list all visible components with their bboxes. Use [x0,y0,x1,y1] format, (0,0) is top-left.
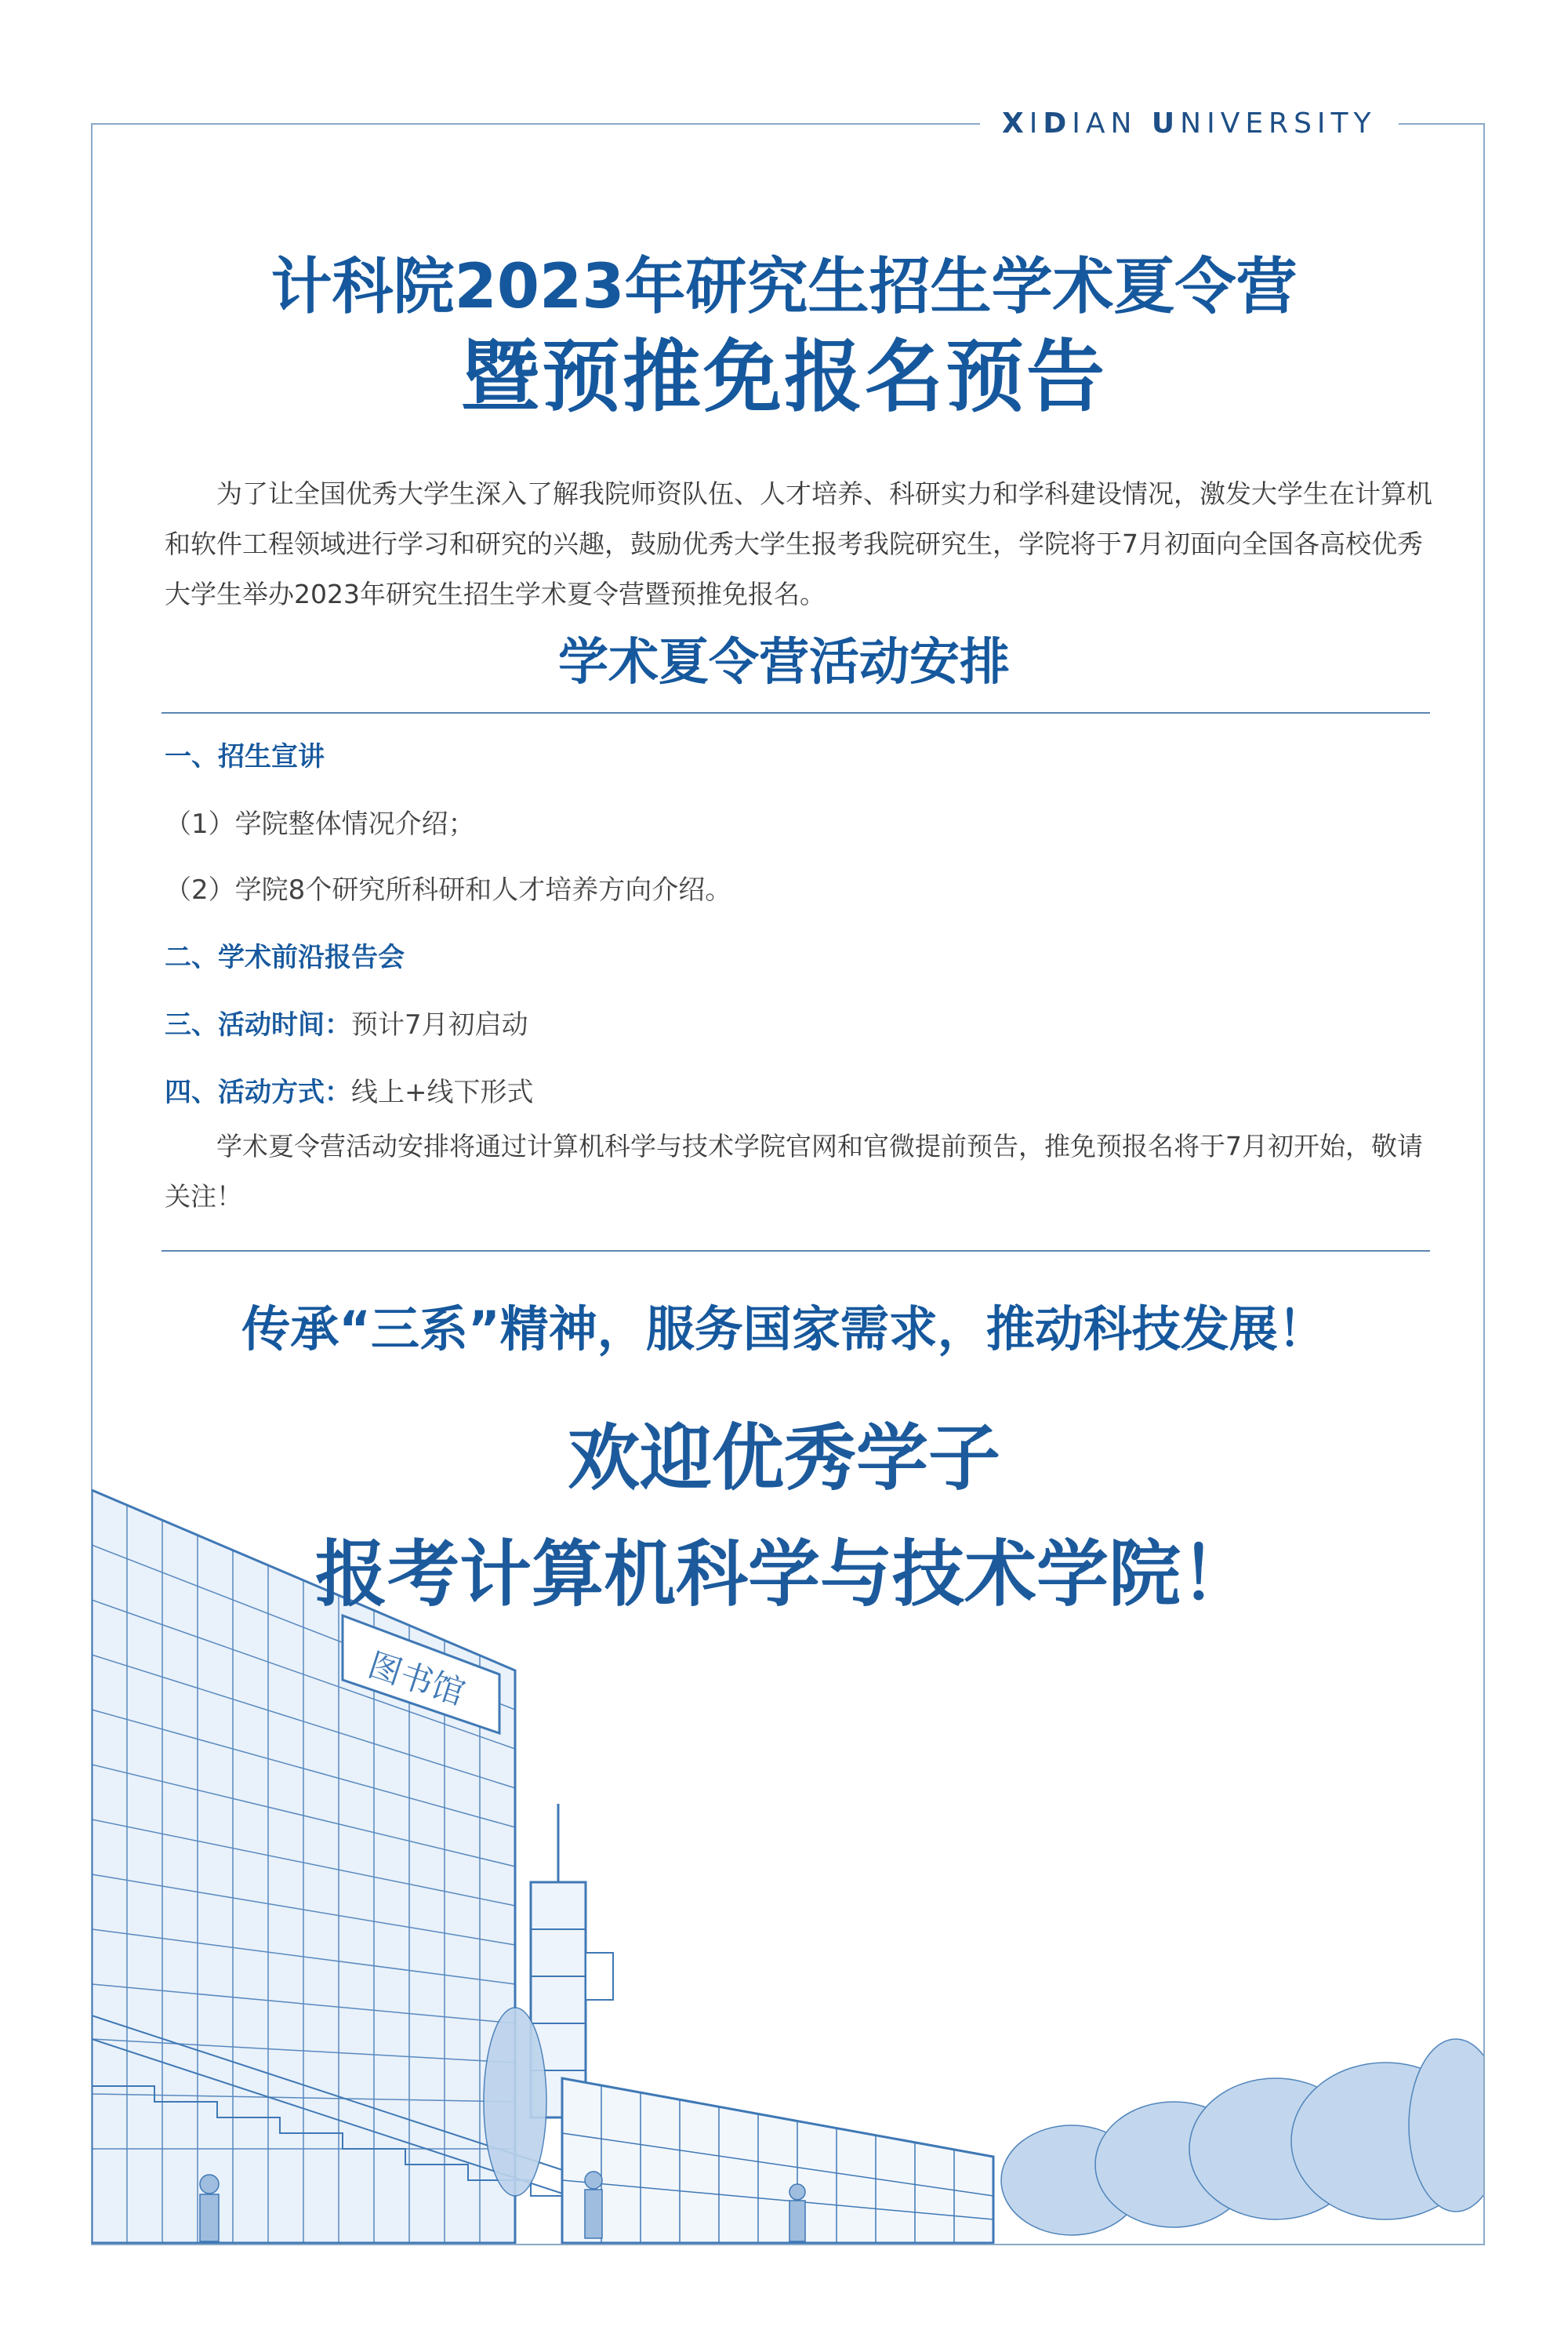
item-2-heading: 二、学术前沿报告会 [165,942,405,973]
intro-paragraph: 为了让全国优秀大学生深入了解我院师资队伍、人才培养、科研实力和学科建设情况，激发大学生在计算机和软件工程领域进行学习和研究的兴趣，鼓励优秀大学生报考我院研究生，学院将于7月初面向全国各高校优秀大学生举办2023年研究生招生学术夏令营暨预推免报名。 [165,478,1432,609]
item-1-sub2: （2）学院8个研究所科研和人才培养方向介绍。 [165,874,732,906]
item-3-time: 三、活动时间：预计7月初启动 [165,1009,528,1041]
notice-paragraph: 学术夏令营活动安排将通过计算机科学与技术学院官网和官微提前预告，推免预报名将于7月初开始，敬请关注！ [165,1131,1423,1212]
university-logo: XIDIAN UNIVERSITY [980,102,1399,146]
bottom-divider [162,1250,1430,1252]
page-title-line1: 计科院2023年研究生招生学术夏令营 [270,252,1298,322]
page-title-line2: 暨预推免报名预告 [461,331,1107,423]
section-title: 学术夏令营活动安排 [558,634,1010,692]
item-4-mode: 四、活动方式：线上+线下形式 [165,1077,534,1108]
welcome-line2: 报考计算机科学与技术学院！ [314,1532,1253,1616]
slogan: 传承“三系”精神，服务国家需求，推动科技发展！ [241,1300,1327,1358]
section-divider [162,712,1430,714]
main-building [562,2078,993,2243]
library-sign: 图书馆 [363,1645,470,1713]
item-1-sub1: （1）学院整体情况介绍； [165,809,475,840]
welcome-line1: 欢迎优秀学子 [567,1416,1000,1500]
item-1-heading: 一、招生宣讲 [165,741,325,772]
